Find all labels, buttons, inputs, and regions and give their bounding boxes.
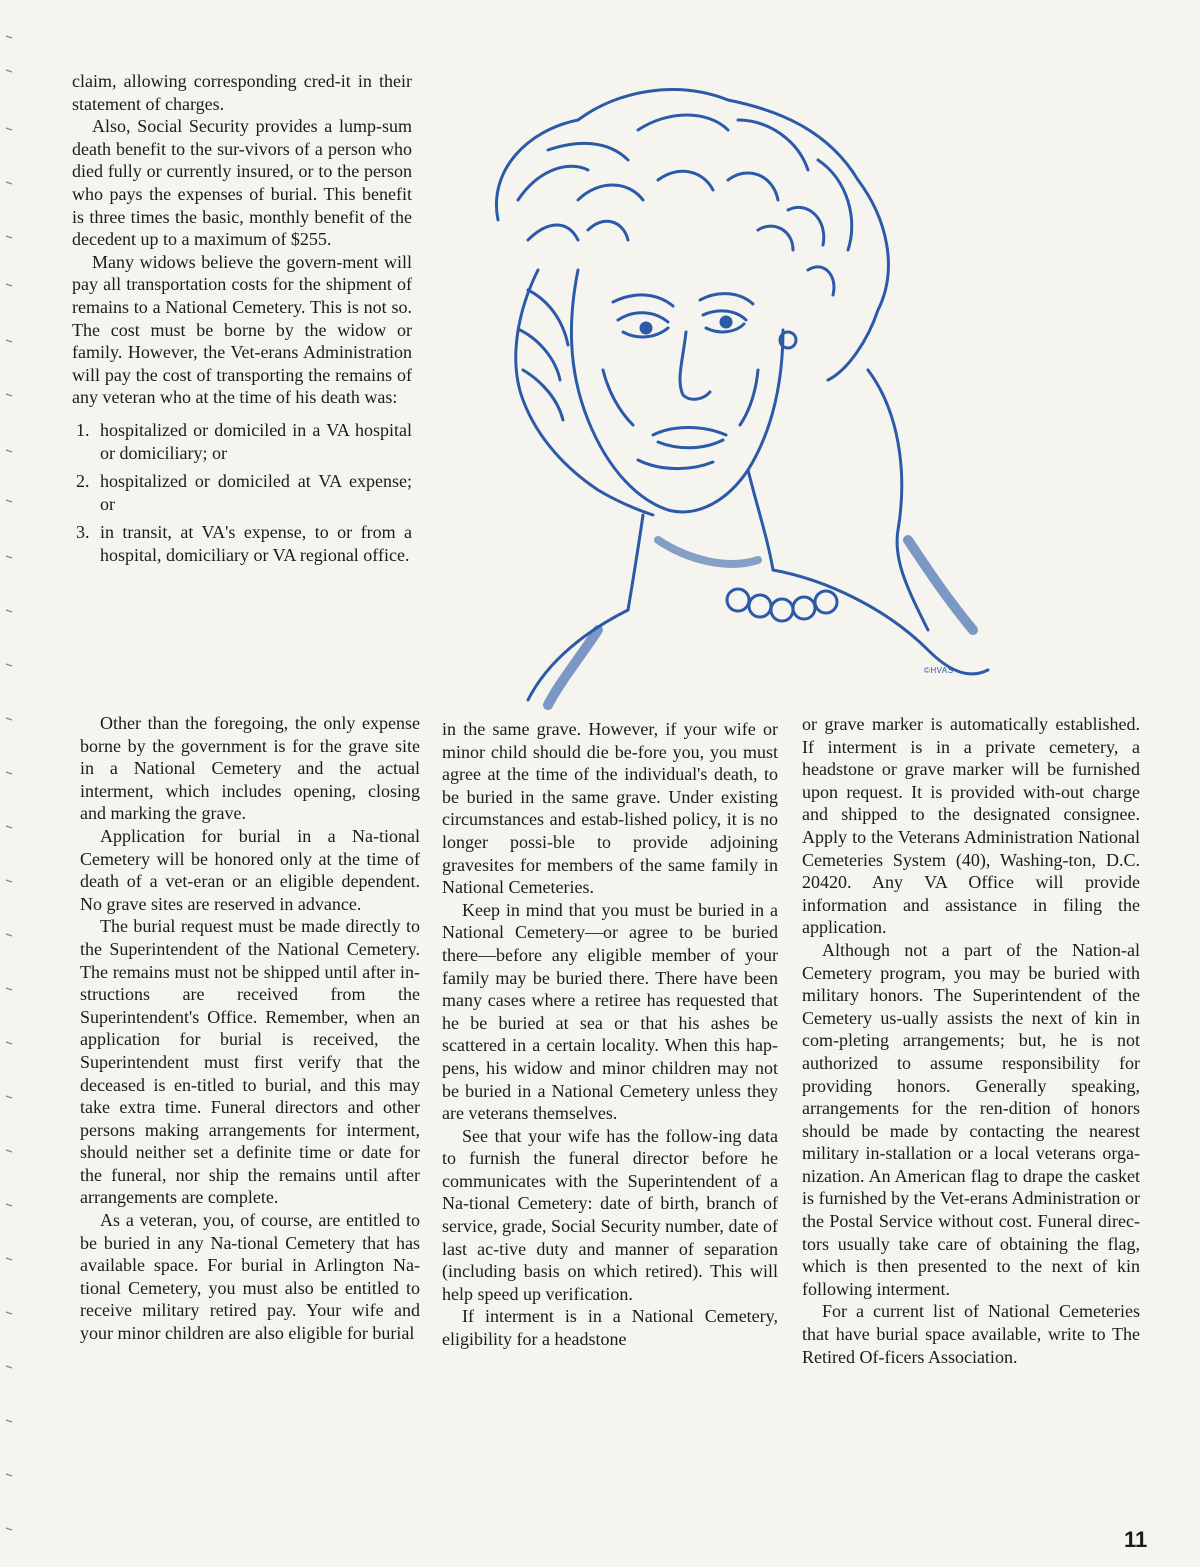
- list-number: 3.: [76, 522, 90, 543]
- paragraph: claim, allowing corresponding cred-it in their statement of charges.: [72, 71, 412, 114]
- grieving-woman-illustration: [428, 70, 1008, 710]
- illustration-credit: ©HVAS: [924, 666, 954, 675]
- column-left-bottom: [80, 712, 420, 1345]
- paragraph: Also, Social Security provides a lump-sum death benefit to the sur-vivors of a person who died fully or currently insured, or to the person who pays the expenses of burial. This benefit is three times the basic, monthly benefit of the decedent up to a maximum of $255.: [72, 116, 412, 250]
- paragraph: Keep in mind that you must be buried in a National Cemetery—or agree to be buried there—before any eligible member of your family may be buried there. There have been many cases where a retiree has requested that he be buried at sea or that his ashes be scattered in a certain locality. When this hap-pens, his widow and minor children may not be buried in a National Cemetery unless they are veterans themselves.: [442, 899, 778, 1124]
- paragraph: The burial request must be made directly to the Superintendent of the National Cemetery. The remains must not be shipped until after in-structions are received from the Superintendent's Office. Remember, when an application for burial is received, the Superintendent must first verify that the deceased is en-titled to burial, and this may take extra time. Funeral directors and other persons making arrangements for interment, should neither set a definite time or date for the funeral, nor ship the remains until after arrangements are complete.: [80, 916, 420, 1208]
- paragraph: See that your wife has the follow-ing data to furnish the funeral director before he communicates with the Superintendent of a Na-tional Cemetery: date of birth, branch of service, grade, Social Security number, date of last ac-tive duty and manner of separation (including basis on which retired). This will help speed up verification.: [442, 1125, 778, 1304]
- list-number: 1.: [76, 419, 90, 440]
- list-item: [72, 521, 412, 566]
- list-item: [72, 419, 412, 464]
- page-number: 11: [1124, 1527, 1148, 1552]
- column-middle: [442, 718, 778, 1351]
- paragraph: in the same grave. However, if your wife or minor child should die be-fore you, you must agree at the time of the individual's death, to be buried in the same grave. Under existing circumstances and estab-lished policy, it is no longer possi-ble to provide adjoining gravesites for members of the same family in National Cemeteries.: [442, 719, 778, 898]
- paragraph: Other than the foregoing, the only expense borne by the government is for the grave site in a National Cemetery and the actual interment, which includes opening, closing and marking the grave.: [80, 713, 420, 824]
- binding-edge-marks: [0, 0, 20, 1567]
- paragraph: For a current list of National Cemeteries that have burial space available, write to The Retired Of-ficers Association.: [802, 1301, 1140, 1367]
- paragraph: As a veteran, you, of course, are entitled to be buried in any Na-tional Cemetery that has available space. For burial in Arlington Na-tional Cemetery, you must also be entitled to receive military retired pay. Your wife and your minor children are also eligible for burial: [80, 1210, 420, 1344]
- paragraph: If interment is in a National Cemetery, eligibility for a headstone: [442, 1306, 778, 1350]
- list-number: 2.: [76, 471, 90, 492]
- list-text: in transit, at VA's expense, to or from a hospital, domiciliary or VA regional office.: [100, 522, 412, 565]
- paragraph: Application for burial in a Na-tional Cemetery will be honored only at the time of death of a vet-eran or an eligible dependent. No grave sites are reserved in advance.: [80, 825, 420, 914]
- list-text: hospitalized or domiciled in a VA hospital or domiciliary; or: [100, 419, 412, 463]
- list-item: [72, 470, 412, 515]
- column-left-top: [72, 70, 412, 572]
- paragraph: Although not a part of the Nation-al Cemetery program, you may be buried with military honors. The Superintendent of the Cemetery us-ually assists the next of kin in com-pleting arrangements; but, he is not authorized to assume responsibility for providing honors. Generally speaking, arrangements for the ren-dition of honors should be made by contacting the nearest military in-stallation or a local veterans orga-nization. An American flag to drape the casket is furnished by the Vet-erans Administration or the Postal Service without cost. Funeral direc-tors usually take care of obtaining the flag, which is then presented to the next of kin following interment.: [802, 939, 1140, 1299]
- list-text: hospitalized or domiciled at VA expense; or: [100, 471, 412, 514]
- column-right: [802, 713, 1140, 1368]
- paragraph: Many widows believe the govern-ment will pay all transportation costs for the shipment of remains to a National Cemetery. This is not so. The cost must be borne by the widow or family. However, the Vet-erans Administration will pay the cost of transporting the remains of any veteran who at the time of his death was:: [72, 251, 412, 408]
- paragraph: or grave marker is automatically established. If interment is in a private cemetery, a headstone or grave marker will be furnished upon request. It is provided with-out charge and shipped to the designated consignee. Apply to the Veterans Administration National Cemeteries System (40), Washing-ton, D.C. 20420. Any VA Office will provide information and assistance in filing the application.: [802, 714, 1140, 938]
- eligibility-list: [72, 419, 412, 567]
